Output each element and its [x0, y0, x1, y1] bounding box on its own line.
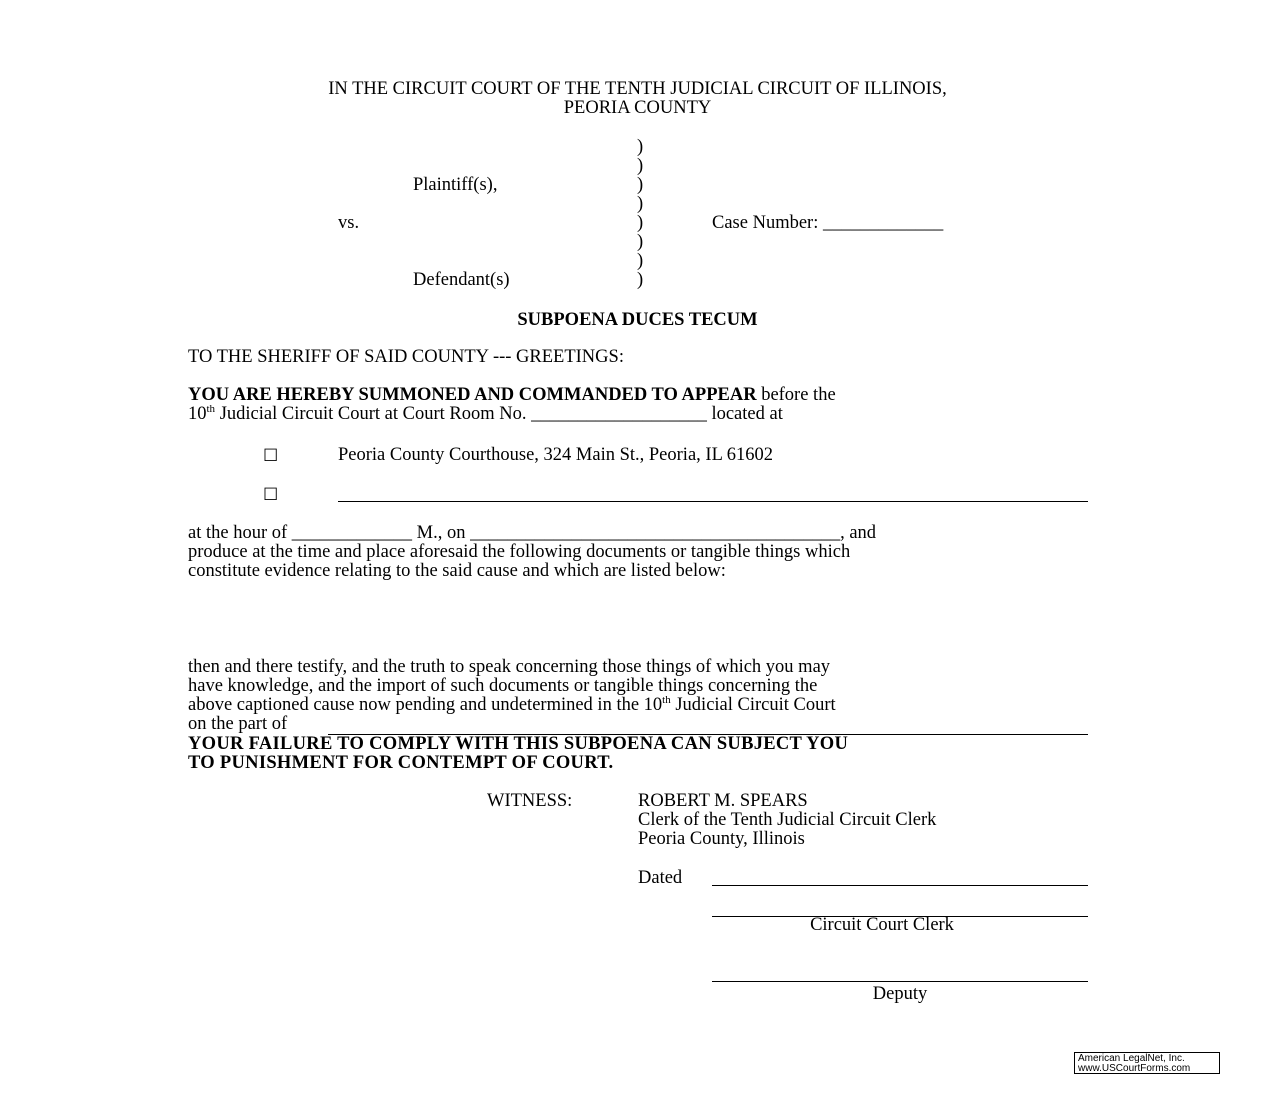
- ordinal-suffix: th: [662, 694, 671, 706]
- warning-line1: YOUR FAILURE TO COMPLY WITH THIS SUBPOENA CAN SUBJECT YOU: [188, 734, 849, 754]
- witness-name: ROBERT M. SPEARS: [638, 791, 808, 811]
- caption-paren: ): [637, 156, 644, 176]
- testify-line3: [188, 696, 836, 715]
- witness-label: WITNESS:: [487, 791, 573, 811]
- case-number-blank[interactable]: _____________: [822, 213, 944, 233]
- case-number-field[interactable]: [712, 214, 943, 233]
- clerk-label: Circuit Court Clerk: [810, 915, 954, 935]
- plaintiff-label: Plaintiff(s),: [413, 175, 498, 195]
- warning-line2: TO PUNISHMENT FOR CONTEMPT OF COURT.: [188, 753, 614, 773]
- appearance-line3: constitute evidence relating to the said cause and which are listed below:: [188, 561, 726, 581]
- deputy-label: Deputy: [872, 984, 928, 1004]
- caption-paren: ): [637, 137, 644, 157]
- courthouse-address: Peoria County Courthouse, 324 Main St., Peoria, IL 61602: [338, 445, 774, 465]
- testify-line1: then and there testify, and the truth to speak concerning those things of which you may: [188, 657, 831, 677]
- appearance-line2: produce at the time and place aforesaid the following documents or tangible things which: [188, 542, 851, 562]
- caption-paren: ): [637, 232, 644, 252]
- deputy-signature-line[interactable]: [712, 981, 1088, 982]
- command-line2: [188, 405, 783, 424]
- other-location-line[interactable]: [338, 501, 1088, 502]
- ordinal-number: 10: [188, 404, 207, 424]
- witness-title: Clerk of the Tenth Judicial Circuit Clerk: [638, 810, 937, 830]
- courthouse-checkbox[interactable]: ☐: [263, 446, 279, 465]
- vs-label: vs.: [338, 213, 360, 233]
- caption-paren: ): [637, 213, 644, 233]
- ordinal-suffix: th: [206, 403, 216, 415]
- dated-line[interactable]: [712, 885, 1088, 886]
- case-number-label: Case Number:: [712, 213, 819, 233]
- footer-company: American LegalNet, Inc.: [1078, 1053, 1185, 1064]
- appearance-line1[interactable]: at the hour of _____________ M., on ________________________________________, and: [188, 523, 877, 543]
- on-the-part-of-label: on the part of: [188, 714, 288, 734]
- witness-county: Peoria County, Illinois: [638, 829, 805, 849]
- command-bold-text: YOU ARE HEREBY SUMMONED AND COMMANDED TO APPEAR: [188, 385, 757, 405]
- greeting-line: TO THE SHERIFF OF SAID COUNTY --- GREETINGS:: [188, 347, 624, 367]
- footer-stamp: [1074, 1052, 1220, 1074]
- caption-paren: ): [637, 251, 644, 271]
- testify-line2: have knowledge, and the import of such documents or tangible things concerning the: [188, 676, 818, 696]
- command-rest-text: before the: [756, 385, 836, 405]
- court-room-text[interactable]: Judicial Circuit Court at Court Room No. ___________________ located at: [215, 404, 783, 424]
- command-line1: [188, 386, 836, 405]
- document-title: SUBPOENA DUCES TECUM: [517, 310, 758, 330]
- footer-website: www.USCourtForms.com: [1078, 1063, 1191, 1074]
- dated-label: Dated: [638, 868, 683, 888]
- court-header-line1: IN THE CIRCUIT COURT OF THE TENTH JUDICIAL CIRCUIT OF ILLINOIS,: [328, 79, 947, 99]
- defendant-label: Defendant(s): [413, 270, 510, 290]
- caption-paren: ): [637, 175, 644, 195]
- other-location-checkbox[interactable]: ☐: [263, 485, 279, 504]
- caption-paren: ): [637, 270, 644, 290]
- caption-paren: ): [637, 194, 644, 214]
- court-header-line2: PEORIA COUNTY: [563, 98, 712, 118]
- testify-line3-end: Judicial Circuit Court: [670, 695, 836, 715]
- testify-line3-text: above captioned cause now pending and undetermined in the 10: [188, 695, 663, 715]
